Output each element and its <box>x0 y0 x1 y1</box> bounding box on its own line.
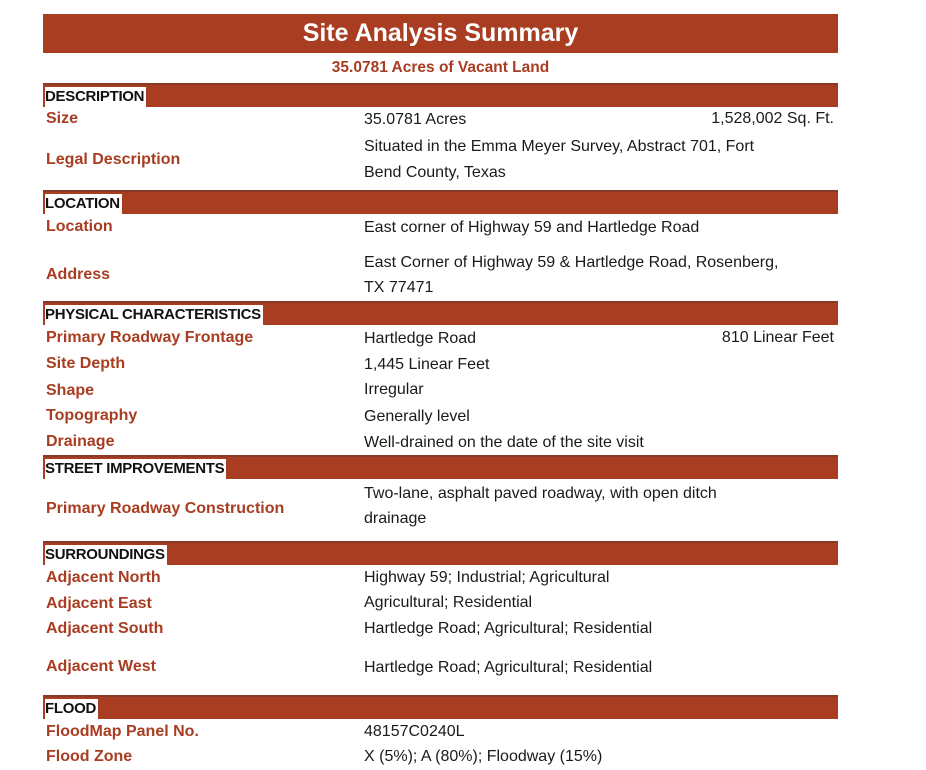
shape-label: Shape <box>46 382 95 399</box>
roadway-construction-label: Primary Roadway Construction <box>46 500 285 517</box>
section-label: SURROUNDINGS <box>45 546 165 563</box>
section-header-location <box>43 190 838 212</box>
roadway-construction-line-2: drainage <box>364 510 427 527</box>
adjacent-south-value: Hartledge Road; Agricultural; Residential <box>364 620 653 637</box>
section-bar <box>43 85 838 107</box>
site-depth-value: 1,445 Linear Feet <box>364 356 490 373</box>
address-label: Address <box>46 266 111 283</box>
section-label: DESCRIPTION <box>45 88 145 105</box>
page-subtitle: 35.0781 Acres of Vacant Land <box>331 59 550 76</box>
page-title: Site Analysis Summary <box>43 14 838 53</box>
roadway-construction-line-1: Two-lane, asphalt paved roadway, with open ditch <box>364 485 717 502</box>
adjacent-west-label: Adjacent West <box>46 658 156 675</box>
section-header-surroundings <box>43 541 838 563</box>
section-label: STREET IMPROVEMENTS <box>45 460 225 477</box>
section-label: PHYSICAL CHARACTERISTICS <box>45 306 261 323</box>
section-bar <box>43 697 838 719</box>
adjacent-south-label: Adjacent South <box>46 620 164 637</box>
size-value: 35.0781 Acres <box>364 111 467 128</box>
location-value: East corner of Highway 59 and Hartledge Road <box>364 219 700 236</box>
site-depth-label: Site Depth <box>46 355 126 372</box>
adjacent-east-value: Agricultural; Residential <box>364 594 533 611</box>
topography-label: Topography <box>46 407 138 424</box>
adjacent-east-label: Adjacent East <box>46 595 152 612</box>
section-label: FLOOD <box>45 700 96 717</box>
section-header-physical <box>43 301 838 323</box>
legal-description-line-1: Situated in the Emma Meyer Survey, Abstract 701, Fort <box>364 138 755 155</box>
section-bar <box>43 192 838 214</box>
adjacent-north-value: Highway 59; Industrial; Agricultural <box>364 569 610 586</box>
legal-description-label: Legal Description <box>46 151 181 168</box>
shape-value: Irregular <box>364 381 424 398</box>
section-header-street <box>43 455 838 477</box>
adjacent-west-value: Hartledge Road; Agricultural; Residential <box>364 659 653 676</box>
frontage-label: Primary Roadway Frontage <box>46 329 254 346</box>
floodmap-panel-label: FloodMap Panel No. <box>46 723 199 740</box>
address-line-2: TX 77471 <box>364 279 434 296</box>
adjacent-north-label: Adjacent North <box>46 569 161 586</box>
topography-value: Generally level <box>364 408 470 425</box>
floodmap-panel-value: 48157C0240L <box>364 723 465 740</box>
section-label: LOCATION <box>45 195 120 212</box>
drainage-label: Drainage <box>46 433 115 450</box>
frontage-value: Hartledge Road <box>364 330 477 347</box>
legal-description-line-2: Bend County, Texas <box>364 164 506 181</box>
section-header-flood <box>43 695 838 717</box>
drainage-value: Well-drained on the date of the site visit <box>364 434 644 451</box>
address-line-1: East Corner of Highway 59 & Hartledge Road, Rosenberg, <box>364 254 779 271</box>
flood-zone-label: Flood Zone <box>46 748 133 765</box>
section-header-description <box>43 83 838 105</box>
size-sqft-value: 1,528,002 Sq. Ft. <box>711 110 834 127</box>
frontage-feet-value: 810 Linear Feet <box>721 329 834 346</box>
flood-zone-value: X (5%); A (80%); Floodway (15%) <box>364 748 603 765</box>
location-label: Location <box>46 218 113 235</box>
size-label: Size <box>46 110 79 127</box>
